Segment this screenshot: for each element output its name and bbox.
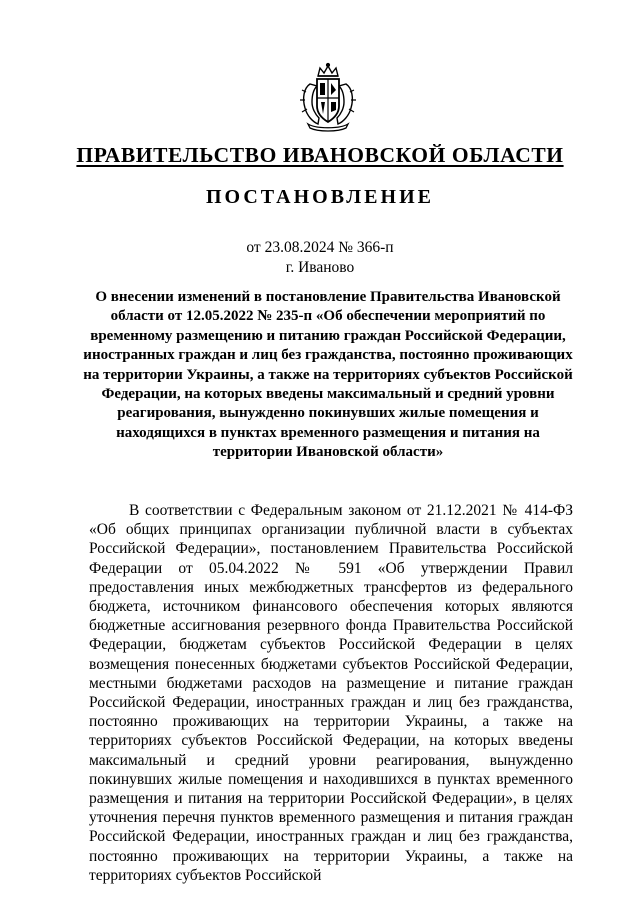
body-paragraph: В соответствии с Федеральным законом от 21.12.2021 № 414-ФЗ «Об общих принципах организации публичной власти в субъектах Российской Федерации», постановлением Правительства Российской Федерации от 05.04.2022 № 591 «Об утверждении Правил предоставления иных межбюджетных трансфертов из федерального бюджета, источником финансового обеспечения которых являются бюджетные ассигнования резервного фонда Правительства Российской Федерации, бюджетам субъектов Российской Федерации в целях возмещения понесенных бюджетами субъектов Российской Федерации, местными бюджетами расходов на размещение и питание граждан Российской Федерации, иностранных граждан и лиц без гражданства, постоянно проживающих на территории Украины, а также на территориях субъектов Российской Федерации, на которых введены максимальный и средний уровни реагирования, вынужденно покинувших жилые помещения и находившихся в пунктах временного размещения и питания на территории Российской Федерации», в целях уточнения перечня пунктов временного размещения и питания граждан Российской Федерации, иностранных граждан и лиц без гражданства, постоянно проживающих на территории Украины, а также на территориях субъектов Российской [89, 502, 573, 884]
crown-icon [318, 64, 338, 76]
document-place: г. Иваново [285, 259, 355, 276]
document-subject: О внесении изменений в постановление Правительства Ивановской области от 12.05.2022 № 235-п «Об обеспечении мероприятий по временному размещению и питанию граждан Российской Федерации, иностранных граждан и лиц без гражданства, постоянно проживающих на территории Украины, а также на территориях субъектов Российской Федерации, на которых введены максимальный и средний уровни реагирования, вынужденно покинувших жилые помещения и находящихся в пунктах временного размещения и питания на территории Ивановской области» [83, 289, 573, 461]
coat-of-arms-emblem [296, 62, 360, 132]
document-date-number: от 23.08.2024 № 366-п [246, 239, 394, 256]
document-type: ПОСТАНОВЛЕНИЕ [206, 186, 434, 208]
government-title: ПРАВИТЕЛЬСТВО ИВАНОВСКОЙ ОБЛАСТИ [76, 143, 564, 167]
